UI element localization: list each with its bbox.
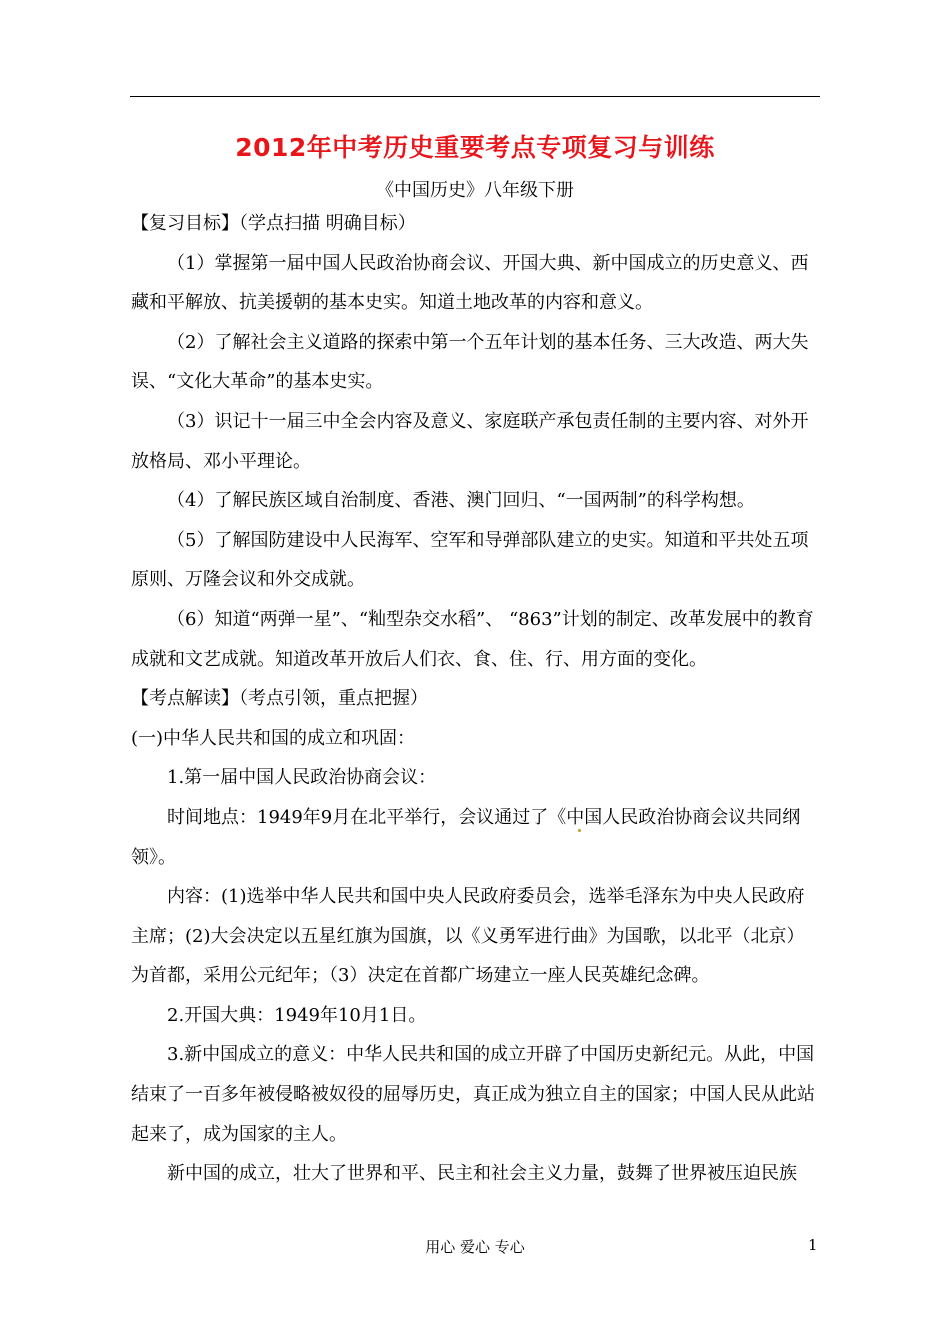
goal-paragraph-3: （3）识记十一届三中全会内容及意义、家庭联产承包责任制的主要内容、对外开放格局、邓小平理论。 <box>131 410 809 472</box>
section-heading-key-points: 【考点解读】（考点引领，重点把握） <box>131 688 428 710</box>
goal-paragraph-1: （1）掌握第一届中国人民政治协商会议、开国大典、新中国成立的历史意义、西藏和平解放、抗美援朝的基本史实。知道土地改革的内容和意义。 <box>131 252 809 314</box>
document-body <box>131 204 821 1194</box>
document-title: 2012年中考历史重要考点专项复习与训练 <box>235 133 715 162</box>
stray-mark <box>578 829 581 832</box>
subsection-heading: (一)中华人民共和国的成立和巩固： <box>131 727 416 749</box>
body-paragraph-continued: 新中国的成立，壮大了世界和平、民主和社会主义力量，鼓舞了世界被压迫民族 <box>167 1163 797 1185</box>
page-footer: 用心 爱心 专心 <box>425 1238 525 1256</box>
goal-paragraph-4: （4）了解民族区域自治制度、香港、澳门回归、“一国两制”的科学构想。 <box>167 490 755 512</box>
body-paragraph-time-place: 时间地点：1949年9月在北平举行，会议通过了《中国人民政治协商会议共同纲领》。 <box>131 806 801 868</box>
body-paragraph-content: 内容：(1)选举中华人民共和国中央人民政府委员会，选举毛泽东为中央人民政府主席；(2)大会决定以五星红旗为国旗，以《义勇军进行曲》为国歌，以北平（北京）为首都，采用公元纪年；（3）决定在首都广场建立一座人民英雄纪念碑。 <box>131 886 805 987</box>
item-heading-cppcc: 1.第一届中国人民政治协商会议： <box>167 767 437 789</box>
goal-paragraph-6: （6）知道“两弹一星”、“籼型杂交水稻”、 “863”计划的制定、改革发展中的教育成就和文艺成就。知道改革开放后人们衣、食、住、行、用方面的变化。 <box>131 608 814 670</box>
document-subtitle: 《中国历史》八年级下册 <box>376 180 574 201</box>
body-paragraph-significance: 3.新中国成立的意义：中华人民共和国的成立开辟了中国历史新纪元。从此，中国结束了一百多年被侵略被奴役的屈辱历史，真正成为独立自主的国家；中国人民从此站起来了，成为国家的主人。 <box>131 1044 815 1145</box>
item-heading-founding-ceremony: 2.开国大典：1949年10月1日。 <box>167 1004 427 1026</box>
page-number: 1 <box>808 1236 818 1254</box>
goal-paragraph-5: （5）了解国防建设中人民海军、空军和导弹部队建立的史实。知道和平共处五项原则、万隆会议和外交成就。 <box>131 529 809 591</box>
header-rule <box>130 96 820 97</box>
goal-paragraph-2: （2）了解社会主义道路的探索中第一个五年计划的基本任务、三大改造、两大失误、“文化大革命”的基本史实。 <box>131 331 809 393</box>
section-heading-review-goals: 【复习目标】（学点扫描 明确目标） <box>131 213 416 234</box>
